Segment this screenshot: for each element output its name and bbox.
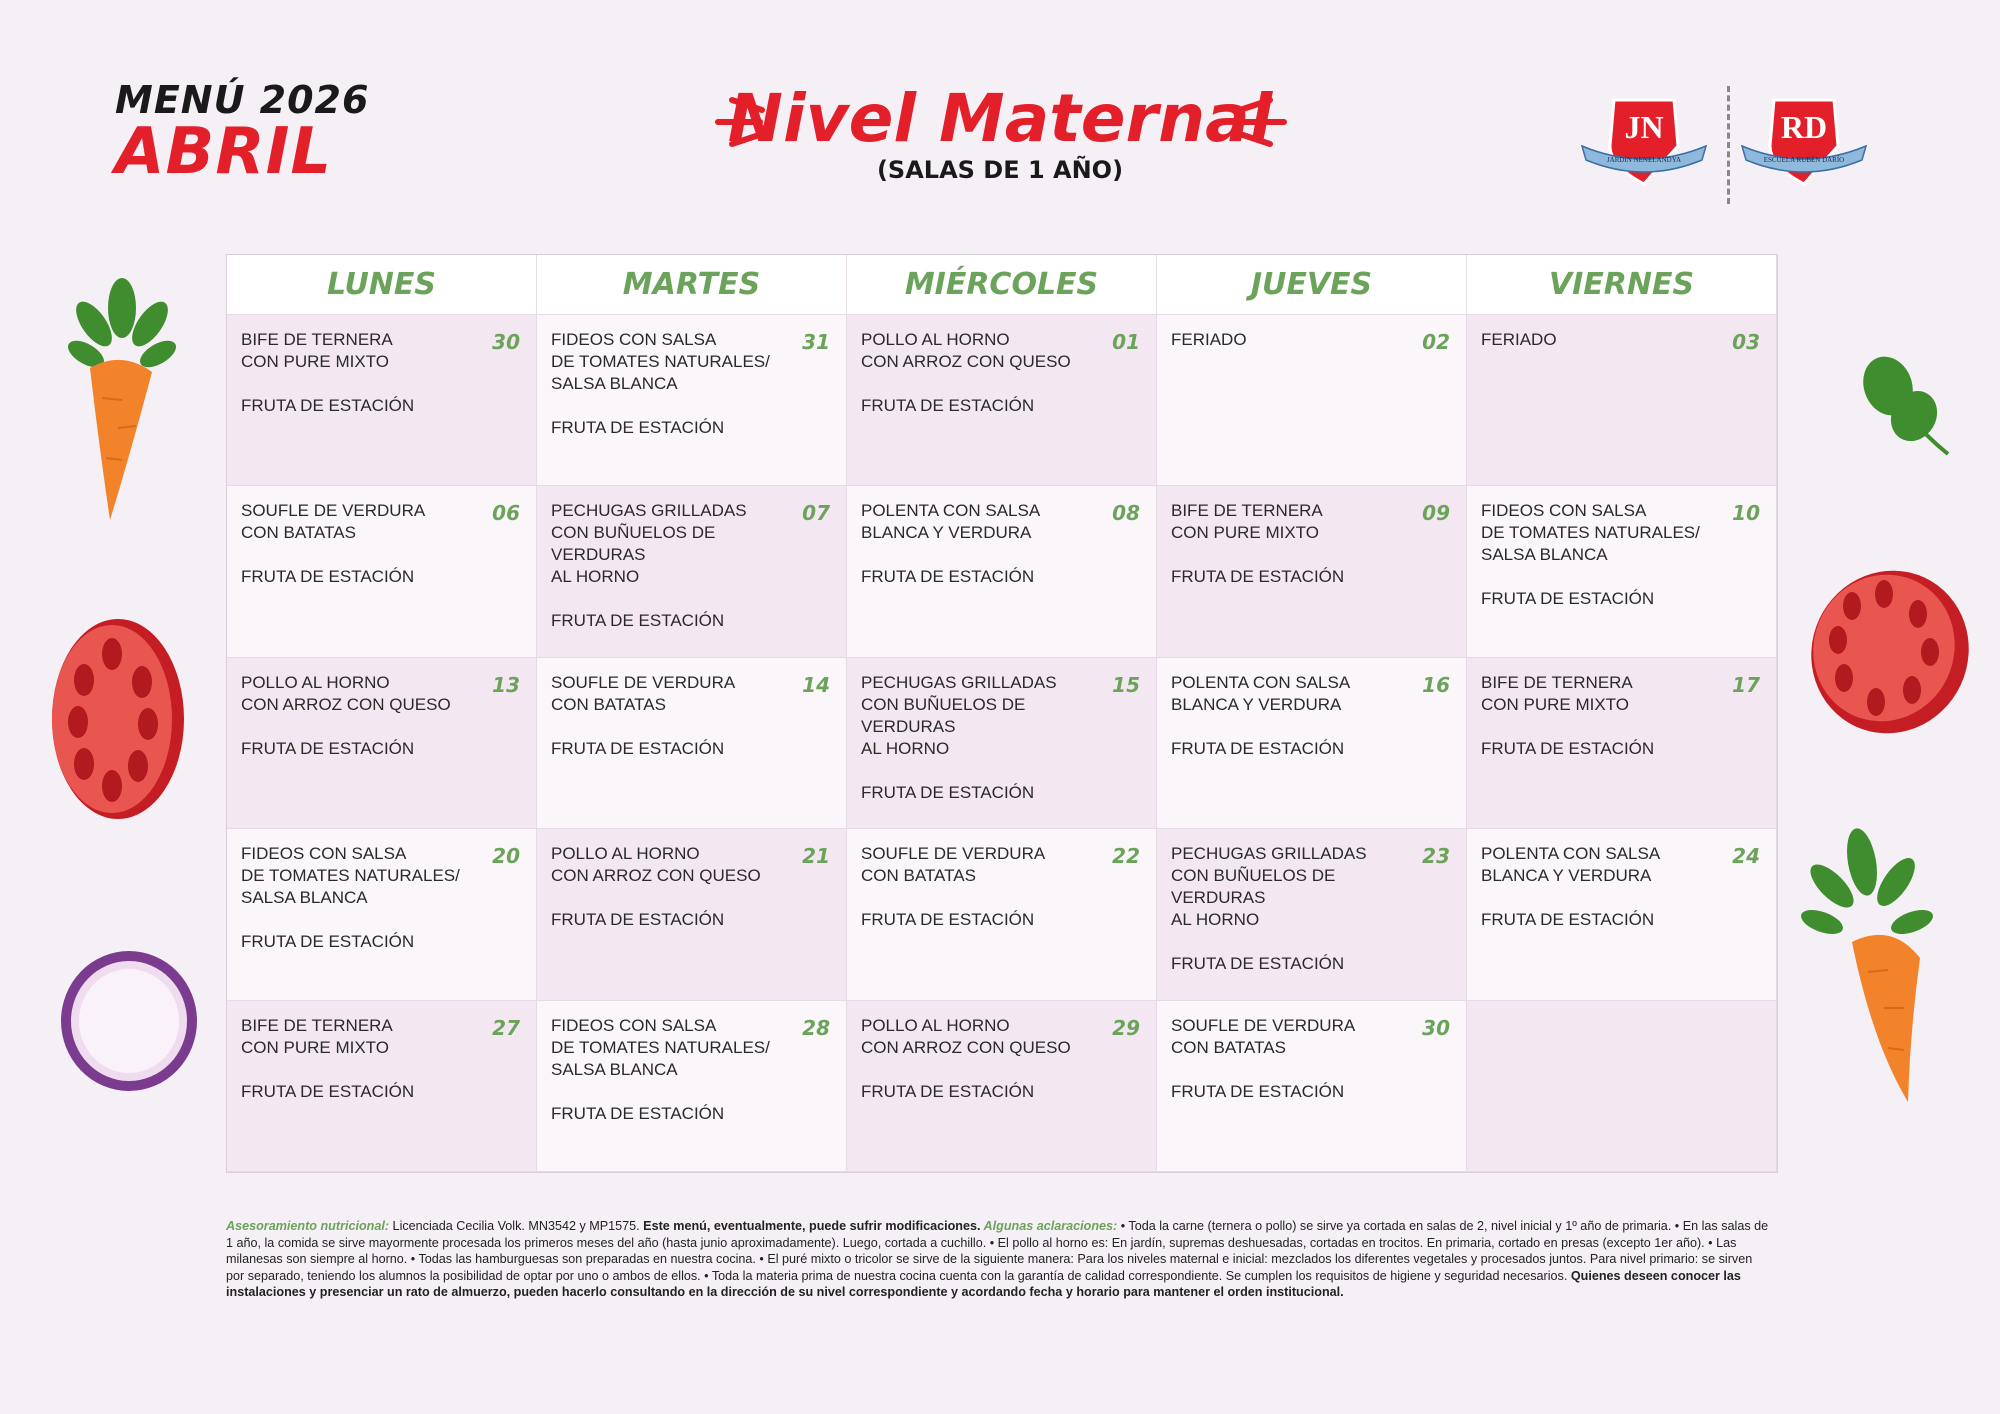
menu-cell <box>1467 315 1777 486</box>
menu-cell <box>537 486 847 657</box>
side-text: FRUTA DE ESTACIÓN <box>241 396 415 415</box>
day-number: 21 <box>802 844 830 869</box>
dish-text: BIFE DE TERNERA CON PURE MIXTO <box>241 330 393 371</box>
dish-text: POLENTA CON SALSA BLANCA Y VERDURA <box>1481 844 1661 886</box>
menu-cell <box>227 829 537 1000</box>
dish-text: POLENTA CON SALSA BLANCA Y VERDURA <box>861 501 1041 543</box>
side-text: FRUTA DE ESTACIÓN <box>1171 738 1345 758</box>
day-header-miercoles: MIÉRCOLES <box>847 255 1157 315</box>
day-number: 30 <box>1422 1015 1450 1040</box>
dish-text: FIDEOS CON SALSA DE TOMATES NATURALES/ SALSA BLANCA <box>551 330 770 393</box>
jn-logo-icon <box>1578 96 1710 188</box>
side-text: FRUTA DE ESTACIÓN <box>1171 954 1345 974</box>
menu-cell <box>1157 658 1467 829</box>
day-number: 28 <box>802 1015 830 1040</box>
side-text: FRUTA DE ESTACIÓN <box>241 567 415 587</box>
parsley-icon <box>1848 350 1958 460</box>
side-text: FRUTA DE ESTACIÓN <box>551 418 725 437</box>
day-number: 24 <box>1732 844 1760 869</box>
menu-cell <box>537 658 847 829</box>
tomato-slice-icon <box>38 614 188 824</box>
day-number: 20 <box>492 844 520 869</box>
day-number: 30 <box>492 330 520 354</box>
menu-cell <box>227 315 537 486</box>
dish-text: PECHUGAS GRILLADAS CON BUÑUELOS DE VERDURAS AL HORNO <box>861 672 1057 758</box>
menu-cell <box>1467 829 1777 1000</box>
menu-cell <box>537 1001 847 1172</box>
day-number: 17 <box>1732 672 1760 697</box>
page-subtitle: (SALAS DE 1 AÑO) <box>876 156 1124 184</box>
side-text: FRUTA DE ESTACIÓN <box>241 738 415 758</box>
day-number: 15 <box>1112 672 1140 697</box>
svg-text:RD: RD <box>1780 109 1828 145</box>
day-number: 31 <box>802 330 830 354</box>
dish-text: POLLO AL HORNO CON ARROZ CON QUESO <box>551 844 761 886</box>
side-text: FRUTA DE ESTACIÓN <box>861 396 1035 415</box>
dish-text: PECHUGAS GRILLADAS CON BUÑUELOS DE VERDURAS AL HORNO <box>551 501 747 587</box>
side-text: FRUTA DE ESTACIÓN <box>861 567 1035 587</box>
dish-text: SOUFLE DE VERDURA CON BATATAS <box>1171 1015 1356 1057</box>
title-block <box>700 80 1300 184</box>
day-number: 23 <box>1422 844 1450 869</box>
footer-disclaimer: Este menú, eventualmente, puede sufrir modificaciones. <box>643 1219 981 1233</box>
dish-text: BIFE DE TERNERA CON PURE MIXTO <box>241 1015 393 1057</box>
dish-text: BIFE DE TERNERA CON PURE MIXTO <box>1171 501 1323 543</box>
dish-text: FERIADO <box>1171 330 1247 349</box>
day-header-viernes: VIERNES <box>1467 255 1777 315</box>
day-number: 07 <box>802 501 830 526</box>
carrot-icon <box>1792 822 1962 1112</box>
menu-cell <box>847 315 1157 486</box>
menu-cell <box>1467 658 1777 829</box>
day-number: 08 <box>1112 501 1140 526</box>
menu-year: MENÚ 2026 <box>115 78 370 122</box>
day-number: 01 <box>1112 330 1140 354</box>
day-number: 06 <box>492 501 520 526</box>
month-title: ABRIL <box>115 115 333 189</box>
menu-cell <box>1467 486 1777 657</box>
day-number: 02 <box>1422 330 1450 354</box>
rd-logo-icon <box>1738 96 1870 188</box>
dish-text: POLLO AL HORNO CON ARROZ CON QUESO <box>861 1015 1071 1057</box>
menu-cell <box>537 829 847 1000</box>
footer-visit-note: Quienes deseen conocer las instalaciones y presenciar un rato de almuerzo, pueden hacerlo consultando en la dirección de su nivel correspondiente y acordando fecha y horario para mantener el orden institucional. <box>226 1268 1741 1300</box>
dish-text: POLENTA CON SALSA BLANCA Y VERDURA <box>1171 672 1351 714</box>
day-number: 09 <box>1422 501 1450 526</box>
menu-cell <box>227 1001 537 1172</box>
dish-text: SOUFLE DE VERDURA CON BATATAS <box>861 844 1046 886</box>
menu-cell <box>1467 1001 1777 1172</box>
day-number: 10 <box>1732 501 1760 526</box>
menu-cell <box>847 1001 1157 1172</box>
side-text: FRUTA DE ESTACIÓN <box>551 738 725 758</box>
svg-text:ESCUELA RUBÉN DARÍO: ESCUELA RUBÉN DARÍO <box>1763 156 1845 164</box>
side-text: FRUTA DE ESTACIÓN <box>1481 589 1655 609</box>
side-text: FRUTA DE ESTACIÓN <box>1171 1081 1345 1101</box>
day-number: 16 <box>1422 672 1450 697</box>
footer-body: • Toda la carne (ternera o pollo) se sirve ya cortada en salas de 2, nivel inicial y 1º año de primaria. • En las salas de 1 año, la comida se sirve mayormente procesada los primeros meses del año (hasta junio aproximadamente). Luego, cortada a cuchillo. • El pollo al horno es: En jardín, supremas deshuesadas, cortadas en trocitos. En primaria, cortado en presas (excepto 1er año). • Las milanesas son siempre al horno. • Todas las hamburguesas son preparadas en nuestra cocina. • El puré mixto o tricolor se sirve de la siguiente manera: Para los niveles maternal e inicial: mezclados los diferentes vegetales y procesados juntos. Para nivel primario: se sirven por separado, teniendo los alumnos la posibilidad de optar por uno o ambos de ellos. • Toda la materia prima de nuestra cocina cuenta con la garantía de calidad correspondiente. Se cumplen los requisitos de higiene y seguridad necesarios. <box>226 1219 1769 1283</box>
day-number: 27 <box>492 1015 520 1040</box>
menu-grid <box>226 254 1778 1173</box>
side-text: FRUTA DE ESTACIÓN <box>241 1081 415 1101</box>
side-text: FRUTA DE ESTACIÓN <box>241 932 415 952</box>
footer-notes <box>226 1218 1770 1301</box>
dish-text: FIDEOS CON SALSA DE TOMATES NATURALES/ SALSA BLANCA <box>1481 501 1700 565</box>
header-left <box>115 78 370 189</box>
menu-cell <box>1157 315 1467 486</box>
dish-text: SOUFLE DE VERDURA CON BATATAS <box>551 672 736 714</box>
menu-cell <box>847 829 1157 1000</box>
side-text: FRUTA DE ESTACIÓN <box>1171 567 1345 587</box>
menu-cell <box>1157 829 1467 1000</box>
day-number: 03 <box>1732 330 1760 354</box>
footer-label-aclaraciones: Algunas aclaraciones: <box>980 1219 1118 1233</box>
dish-text: POLLO AL HORNO CON ARROZ CON QUESO <box>861 330 1071 371</box>
side-text: FRUTA DE ESTACIÓN <box>551 910 725 930</box>
menu-cell <box>537 315 847 486</box>
svg-text:JN: JN <box>1624 109 1664 145</box>
day-header-martes: MARTES <box>537 255 847 315</box>
side-text: FRUTA DE ESTACIÓN <box>1481 738 1655 758</box>
carrot-icon <box>62 268 182 528</box>
side-text: FRUTA DE ESTACIÓN <box>861 782 1035 802</box>
day-number: 22 <box>1112 844 1140 869</box>
footer-asesoramiento: Licenciada Cecilia Volk. MN3542 y MP1575. <box>389 1219 644 1233</box>
menu-cell <box>1157 486 1467 657</box>
logos <box>1578 86 1878 206</box>
dish-text: POLLO AL HORNO CON ARROZ CON QUESO <box>241 672 451 714</box>
side-text: FRUTA DE ESTACIÓN <box>861 910 1035 930</box>
day-number: 14 <box>802 672 830 697</box>
dish-text: BIFE DE TERNERA CON PURE MIXTO <box>1481 672 1633 714</box>
dish-text: SOUFLE DE VERDURA CON BATATAS <box>241 501 426 543</box>
menu-cell <box>227 658 537 829</box>
menu-cell <box>227 486 537 657</box>
side-text: FRUTA DE ESTACIÓN <box>1481 910 1655 930</box>
menu-cell <box>847 658 1157 829</box>
svg-text:JARDÍN NENELANDYA: JARDÍN NENELANDYA <box>1606 156 1682 164</box>
side-text: FRUTA DE ESTACIÓN <box>861 1081 1035 1101</box>
page-title: Nivel Maternal <box>727 80 1273 157</box>
logo-divider <box>1727 86 1730 204</box>
menu-cell <box>1157 1001 1467 1172</box>
day-header-lunes: LUNES <box>227 255 537 315</box>
menu-cell <box>847 486 1157 657</box>
footer-label-asesoramiento: Asesoramiento nutricional: <box>226 1219 390 1233</box>
onion-slice-icon <box>56 946 202 1096</box>
dish-text: FIDEOS CON SALSA DE TOMATES NATURALES/ SALSA BLANCA <box>551 1015 770 1079</box>
day-number: 29 <box>1112 1015 1140 1040</box>
dish-text: PECHUGAS GRILLADAS CON BUÑUELOS DE VERDURAS AL HORNO <box>1171 844 1367 930</box>
day-number: 13 <box>492 672 520 697</box>
day-header-jueves: JUEVES <box>1157 255 1467 315</box>
dish-text: FERIADO <box>1481 330 1557 349</box>
side-text: FRUTA DE ESTACIÓN <box>551 611 725 631</box>
tomato-slice-icon <box>1800 560 1970 740</box>
side-text: FRUTA DE ESTACIÓN <box>551 1103 725 1123</box>
dish-text: FIDEOS CON SALSA DE TOMATES NATURALES/ SALSA BLANCA <box>241 844 460 908</box>
